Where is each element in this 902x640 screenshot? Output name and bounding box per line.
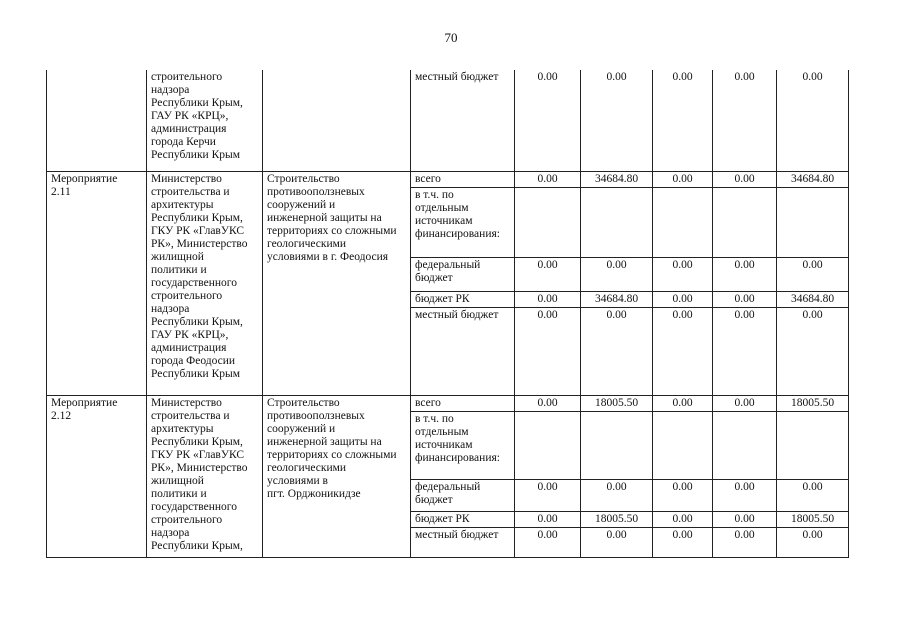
- budget-table: [46, 70, 849, 558]
- page-number: 70: [444, 30, 458, 45]
- table-row: [47, 395, 849, 411]
- value-cell: 0.00: [777, 307, 849, 395]
- table-row: [47, 171, 849, 187]
- description-cell: Строительство противооползневых сооружений и инженерной защиты на территориях со сложными геологическими условиями в пгт. Орджоникидзе: [263, 395, 411, 557]
- funding-source-cell: бюджет РК: [411, 511, 515, 527]
- value-cell: 0.00: [653, 291, 713, 307]
- value-cell: [653, 187, 713, 257]
- value-cell: 0.00: [653, 307, 713, 395]
- value-cell: 0.00: [581, 307, 653, 395]
- measure-name-cell: Мероприятие 2.12: [47, 395, 147, 557]
- value-cell: 0.00: [581, 479, 653, 511]
- value-cell: 0.00: [713, 171, 777, 187]
- value-cell: 0.00: [713, 70, 777, 171]
- value-cell: 0.00: [713, 527, 777, 557]
- value-cell: [653, 411, 713, 479]
- value-cell: 0.00: [653, 395, 713, 411]
- value-cell: 0.00: [653, 527, 713, 557]
- table-row: [47, 70, 849, 171]
- value-cell: 0.00: [713, 479, 777, 511]
- value-cell: [713, 411, 777, 479]
- funding-source-cell: федеральный бюджет: [411, 257, 515, 291]
- value-cell: 0.00: [777, 70, 849, 171]
- value-cell: 0.00: [515, 307, 581, 395]
- description-cell: Строительство противооползневых сооружений и инженерной защиты на территориях со сложными геологическими условиями в г. Феодосия: [263, 171, 411, 395]
- value-cell: 0.00: [653, 70, 713, 171]
- value-cell: 0.00: [653, 511, 713, 527]
- value-cell: 0.00: [777, 257, 849, 291]
- executor-cell: строительного надзора Республики Крым, ГАУ РК «КРЦ», администрация города Керчи Республики Крым: [147, 70, 263, 171]
- value-cell: 0.00: [515, 171, 581, 187]
- value-cell: 18005.50: [581, 511, 653, 527]
- value-cell: 18005.50: [777, 511, 849, 527]
- value-cell: 0.00: [515, 479, 581, 511]
- value-cell: 0.00: [515, 511, 581, 527]
- value-cell: 34684.80: [581, 291, 653, 307]
- value-cell: 0.00: [713, 395, 777, 411]
- value-cell: 34684.80: [777, 171, 849, 187]
- value-cell: [581, 411, 653, 479]
- funding-source-cell: всего: [411, 395, 515, 411]
- funding-source-cell: местный бюджет: [411, 527, 515, 557]
- funding-source-cell: бюджет РК: [411, 291, 515, 307]
- value-cell: 0.00: [581, 70, 653, 171]
- value-cell: 0.00: [713, 257, 777, 291]
- value-cell: 0.00: [515, 257, 581, 291]
- value-cell: 0.00: [515, 395, 581, 411]
- value-cell: 0.00: [515, 70, 581, 171]
- funding-source-cell: местный бюджет: [411, 307, 515, 395]
- measure-name-cell: [47, 70, 147, 171]
- value-cell: 0.00: [713, 511, 777, 527]
- funding-source-cell: в т.ч. по отдельным источникам финансирования:: [411, 187, 515, 257]
- value-cell: 0.00: [515, 291, 581, 307]
- value-cell: [515, 187, 581, 257]
- measure-name-cell: Мероприятие 2.11: [47, 171, 147, 395]
- value-cell: 18005.50: [581, 395, 653, 411]
- executor-cell: Министерство строительства и архитектуры Республики Крым, ГКУ РК «ГлавУКС РК», Министерство жилищной политики и государственного строительного надзора Республики Крым,: [147, 395, 263, 557]
- value-cell: 34684.80: [777, 291, 849, 307]
- value-cell: 0.00: [713, 307, 777, 395]
- value-cell: 0.00: [515, 527, 581, 557]
- funding-source-cell: местный бюджет: [411, 70, 515, 171]
- value-cell: [777, 187, 849, 257]
- funding-source-cell: в т.ч. по отдельным источникам финансирования:: [411, 411, 515, 479]
- executor-cell: Министерство строительства и архитектуры Республики Крым, ГКУ РК «ГлавУКС РК», Министерство жилищной политики и государственного строительного надзора Республики Крым, ГАУ РК «КРЦ», администрация города Феодосии Республики Крым: [147, 171, 263, 395]
- funding-source-cell: всего: [411, 171, 515, 187]
- value-cell: 0.00: [777, 479, 849, 511]
- value-cell: 0.00: [653, 257, 713, 291]
- funding-source-cell: федеральный бюджет: [411, 479, 515, 511]
- description-cell: [263, 70, 411, 171]
- value-cell: 0.00: [581, 527, 653, 557]
- value-cell: [777, 411, 849, 479]
- value-cell: 34684.80: [581, 171, 653, 187]
- value-cell: 0.00: [581, 257, 653, 291]
- value-cell: 18005.50: [777, 395, 849, 411]
- value-cell: [515, 411, 581, 479]
- value-cell: 0.00: [653, 479, 713, 511]
- value-cell: [713, 187, 777, 257]
- value-cell: 0.00: [777, 527, 849, 557]
- value-cell: [581, 187, 653, 257]
- value-cell: 0.00: [713, 291, 777, 307]
- value-cell: 0.00: [653, 171, 713, 187]
